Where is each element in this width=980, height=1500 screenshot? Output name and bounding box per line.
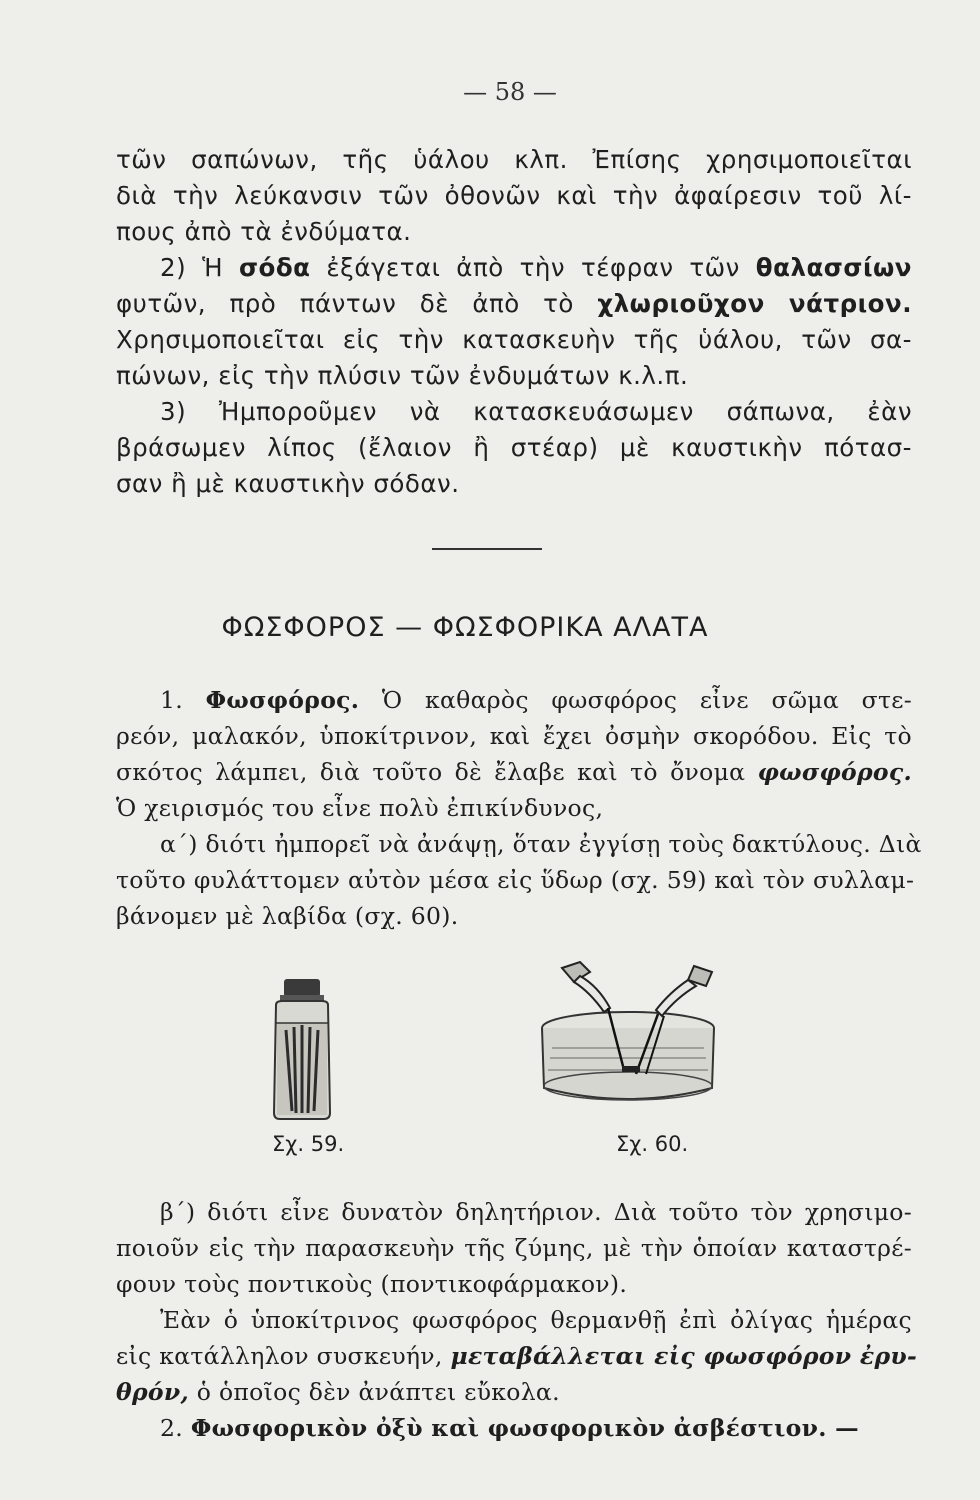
text-line: Χρησιμοποιεῖται εἰς τὴν κατασκευὴν τῆς ὑάλου, τῶν σα-: [116, 325, 912, 354]
text-line: ρεόν, μαλακόν, ὑποκίτρινον, καὶ ἔχει ὀσμὴν σκορόδου. Εἰς τὸ: [116, 722, 912, 750]
text-line: θρόν, ὁ ὁποῖος δὲν ἀνάπτει εὔκολα.: [116, 1378, 560, 1406]
term-marine: θαλασσίων: [755, 253, 912, 282]
term-sodium-chloride: χλωριοῦχον νάτριον.: [597, 289, 912, 318]
figure-59-caption: Σχ. 59.: [272, 1132, 345, 1156]
figure-60-dish: [528, 958, 728, 1118]
figure-60-caption: Σχ. 60.: [616, 1132, 689, 1156]
intro-paragraphs: [116, 142, 912, 502]
item1-line: 1. Φωσφόρος. Ὁ καθαρὸς φωσφόρος εἶνε σῶμα στε-: [160, 686, 912, 714]
text-line: 3) Ἠμποροῦμεν νὰ κατασκευάσωμεν σάπωνα, ἐὰν: [160, 397, 912, 426]
item2-title: Φωσφορικὸν ὀξὺ καὶ φωσφορικὸν ἀσβέστιον. —: [190, 1414, 859, 1442]
text-line: διὰ τὴν λεύκανσιν τῶν ὀθονῶν καὶ τὴν ἀφαίρεσιν τοῦ λί-: [116, 181, 912, 210]
page-number: — 58 —: [463, 78, 557, 106]
text-line: βάνομεν μὲ λαβίδα (σχ. 60).: [116, 902, 459, 930]
text-line: Ἐὰν ὁ ὑποκίτρινος φωσφόρος θερμανθῇ ἐπὶ ὀλίγας ἡμέρας: [160, 1306, 912, 1334]
text-line: εἰς κατάλληλον συσκευήν, μεταβάλλεται εἰς φωσφόρον ἐρυ-: [116, 1342, 918, 1370]
item1-title: Φωσφόρος.: [205, 686, 360, 714]
item2-line: 2. Φωσφορικὸν ὀξὺ καὶ φωσφορικὸν ἀσβέστιον. —: [160, 1414, 859, 1442]
section-heading: ΦΩΣΦΟΡΟΣ — ΦΩΣΦΟΡΙΚΑ ΑΛΑΤΑ: [221, 612, 709, 643]
figure-59-jar: [262, 975, 342, 1125]
text-line: σκότος λάμπει, διὰ τοῦτο δὲ ἔλαβε καὶ τὸ ὄνομα φωσφόρος.: [116, 758, 912, 786]
term-phosphorus: φωσφόρος.: [757, 758, 912, 786]
text-line: τῶν σαπώνων, τῆς ὑάλου κλπ. Ἐπίσης χρησιμοποιεῖται: [116, 145, 912, 174]
text-line: τοῦτο φυλάττομεν αὐτὸν μέσα εἰς ὕδωρ (σχ. 59) καὶ τὸν συλλαμ-: [116, 866, 915, 894]
text-line: σαν ἢ μὲ καυστικὴν σόδαν.: [116, 469, 460, 498]
soda-line: 2) Ἡ σόδα ἐξάγεται ἀπὸ τὴν τέφραν τῶν θαλασσίων: [160, 253, 912, 282]
text-line: β΄) διότι εἶνε δυνατὸν δηλητήριον. Διὰ τοῦτο τὸν χρησιμο-: [160, 1198, 912, 1226]
text-line: φουν τοὺς ποντικοὺς (ποντικοφάρμακον).: [116, 1270, 628, 1298]
term-red: θρόν,: [116, 1378, 189, 1406]
text-line: φυτῶν, πρὸ πάντων δὲ ἀπὸ τὸ χλωριοῦχον νάτριον.: [116, 289, 912, 318]
text-line: ποιοῦν εἰς τὴν παρασκευὴν τῆς ζύμης, μὲ τὴν ὁποίαν καταστρέ-: [116, 1234, 912, 1262]
text-line: Ὁ χειρισμός του εἶνε πολὺ ἐπικίνδυνος,: [116, 794, 604, 822]
text-line: βράσωμεν λίπος (ἔλαιον ἢ στέαρ) μὲ καυστικὴν πότασ-: [116, 433, 912, 462]
text-line: πώνων, εἰς τὴν πλύσιν τῶν ἐνδυμάτων κ.λ.π.: [116, 361, 689, 390]
phosphorus-paragraph: [116, 682, 922, 934]
poison-paragraph: [116, 1194, 918, 1446]
text-line: πους ἀπὸ τὰ ἐνδύματα.: [116, 217, 412, 246]
text-line: α΄) διότι ἠμπορεῖ νὰ ἀνάψῃ, ὅταν ἐγγίσῃ τοὺς δακτύλους. Διὰ: [160, 830, 922, 858]
section-divider: [432, 548, 542, 550]
term-soda: σόδα: [238, 253, 311, 282]
term-red-phosphorus: μεταβάλλεται εἰς φωσφόρον ἐρυ-: [450, 1342, 918, 1370]
